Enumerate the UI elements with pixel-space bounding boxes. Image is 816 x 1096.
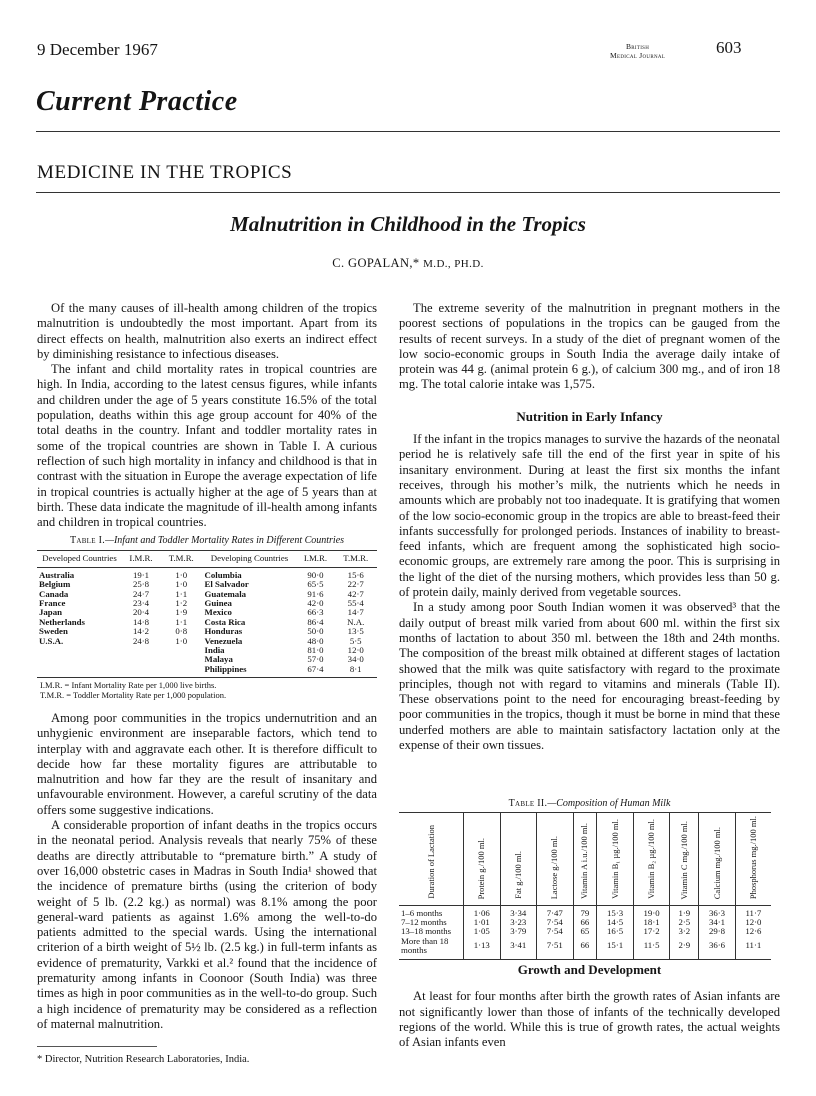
- table1-header: T.M.R.: [160, 551, 203, 568]
- paragraph: A considerable proportion of infant deaths in the tropics occurs in the neonatal period. Analysis reveals that nearly 75% of these deaths are directly attributable to “premature birth.” A study of over 16,000 obstetric cases in Madras in South India¹ showed that the incidence of premature births (using the criterion of body weight of 5 lb. (2.2 kg.) as normal) was 8.1% among the poor general-ward patients as against 1.6% among the well-to-do patients admitted to the special wards. Using the international criterion of a birth weight of 5½ lb. (2.5 kg.) in full-term infants as evidence of prematurity, Varkki et al.² found that the incidence of prematurity among infants in Coonoor (South India) was three times as high in poor communities as in the well-to-do group. Such a high incidence of prematurity may be considered as a reflection of maternal malnutrition.: [37, 818, 377, 1031]
- table2-header: Calcium mg./100 ml.: [699, 813, 736, 906]
- table-row: India 81·0 12·0: [204, 645, 364, 656]
- footnote: * Director, Nutrition Research Laboratories, India.: [37, 1054, 250, 1065]
- section-rule: [36, 131, 780, 132]
- table-row: Philippines 67·4 8·1: [37, 665, 377, 678]
- subheading: Nutrition in Early Infancy: [516, 408, 663, 424]
- journal-name: British Medical Journal: [610, 42, 666, 60]
- series-title: MEDICINE IN THE TROPICS: [37, 162, 293, 183]
- paragraph: Among poor communities in the tropics undernutrition and an unhygienic environment are inseparable factors, which tend to interplay with and aggravate each other. It is therefore difficult to decide how far these mortality figures are attributable to malnutrition and how far they are the result of insanitary and unfavourable environment. However, a careful scrutiny of the data offers some suggestive indications.: [37, 711, 377, 817]
- table2-header: Phosphorus mg./100 ml.: [735, 813, 771, 906]
- paragraph: At least for four months after birth the growth rates of Asian infants are not significantly lower than those of infants of the technically developed regions of the world. While this is true of growth rates, the actual weights of Asian infants even: [399, 989, 780, 1050]
- table-row: 7–12 months 1·01 3·23 7·54 66 14·5 18·1 2·5 34·1 12·0: [399, 918, 771, 927]
- author-degrees: M.D., PH.D.: [423, 258, 484, 270]
- table-row: Netherlands 14·8 1·1 Costa Rica 86·4 N.A.: [39, 616, 365, 627]
- table2-header: Vitamin C mg./100 ml.: [670, 813, 699, 906]
- table1-header: I.M.R.: [296, 551, 334, 568]
- table2-caption: Table II.—Composition of Human Milk: [508, 798, 671, 809]
- table2-header: Vitamin A i.u./100 ml.: [573, 813, 597, 906]
- table1-header: Developing Countries: [203, 551, 297, 568]
- table-row: Belgium 25·8 1·0 El Salvador 65·5 22·7: [39, 579, 364, 590]
- table2-header: Fat g./100 ml.: [500, 813, 537, 906]
- author-name: C. GOPALAN,*: [332, 256, 420, 270]
- table-row: Japan 20·4 1·9 Mexico 66·3 14·7: [39, 607, 364, 618]
- table2-header: Duration of Lactation: [399, 813, 464, 906]
- series-rule: [36, 192, 780, 193]
- footnote-rule: [37, 1046, 157, 1047]
- table2-header: Lactose g./100 ml.: [537, 813, 574, 906]
- subheading: Growth and Development: [517, 962, 662, 977]
- table-row: 13–18 months 1·05 3·79 7·54 65 16·5 17·2 3·2 29·8 12·6: [399, 927, 771, 936]
- col1-block1: [37, 301, 377, 530]
- table1-caption: Table I.—Infant and Toddler Mortality Rates in Different Countries: [69, 535, 345, 546]
- table-row: Canada 24·7 1·1 Guatemala 91·6 42·7: [39, 588, 364, 599]
- table1-header: Developed Countries: [37, 551, 122, 568]
- paragraph: The infant and child mortality rates in tropical countries are high. In India, according to the latest census figures, while infants and children under the age of 5 years constitute 16.5% of the total population, deaths within this age group account for 40% of the total deaths in the country. Infant and toddler mortality rates in some of the tropical countries are shown in Table I. A curious reflection of such high mortality in infancy and childhood is that in contrast with the situation in Europe the average expectation of life in tropical countries is actually higher at the age of 5 years than at birth. These data indicate the magnitude of ill-health among infants and children in tropical countries.: [37, 362, 377, 530]
- article-title: Malnutrition in Childhood in the Tropics: [230, 212, 586, 236]
- table-row: 1–6 months 1·06 3·34 7·47 79 15·3 19·0 1·9 36·3 11·7: [399, 905, 771, 918]
- table-row: More than 18 months 1·13 3·41 7·51 66 15·1 11·5 2·9 36·6 11·1: [399, 937, 771, 959]
- table-row: Malaya 57·0 34·0: [204, 654, 364, 665]
- col2-block2: [399, 962, 780, 1050]
- table2-header: Vitamin B₂ µg./100 ml.: [633, 813, 670, 906]
- col2-block1: [399, 301, 780, 753]
- table-row: Australia 19·1 1·0 Columbia 90·0 15·6: [39, 569, 364, 580]
- paragraph: If the infant in the tropics manages to survive the hazards of the neonatal period he is relatively safe till the end of the first year in spite of his insanitary environment. During at least the first six months the infant receives, through his mother’s milk, the nutrients which he needs in amounts which are probably not too inadequate. It is gratifying that women of the low socio-economic group in the tropics are able to breast-feed their infants successfully for prolonged periods. Instances of inability to breast-feed infants, which are frequent among the sophisticated high socio-economic groups, are extremely rare among the poor. This is surprising in the light of the diet of the nursing mothers, which provides less than 50 g. of protein daily, mainly derived from vegetable sources.: [399, 432, 780, 600]
- table-row: Sweden 14·2 0·8 Honduras 50·0 13·5: [39, 626, 364, 637]
- table2-header: Vitamin B₁ µg./100 ml.: [597, 813, 634, 906]
- table1-header: I.M.R.: [122, 551, 160, 568]
- issue-date: 9 December 1967: [37, 40, 158, 59]
- table1-grid: [37, 550, 377, 678]
- table2-grid: [399, 812, 771, 960]
- paragraph: Of the many causes of ill-health among children of the tropics malnutrition is undoubtedly the most important. Apart from its direct effects on health, malnutrition also exerts an indirect effect by diminishing resistance to infectious diseases.: [37, 301, 377, 361]
- table-row: U.S.A. 24·8 1·0 Venezuela 48·0 5·5: [39, 635, 362, 646]
- table2: [399, 798, 780, 960]
- paragraph: The extreme severity of the malnutrition in pregnant mothers in the poorest sections of populations in the tropics can be gauged from the results of recent surveys. In a study of the diet of pregnant women of the low socio-economic groups in South India the average daily intake of protein was 44 g. (animal protein 6 g.), of calcium 300 mg., and of iron 18 mg. The total calorie intake was 1,575.: [399, 301, 780, 392]
- table-row: France 23·4 1·2 Guinea 42·0 55·4: [39, 598, 364, 609]
- paragraph: In a study among poor South Indian women it was observed³ that the daily output of breast milk varied from about 600 ml. within the first six months of lactation to about 350 ml. between the 18th and 24th months. The composition of the breast milk obtained at different stages of lactation showed that the milk was quite satisfactory with regard to the proximate principles, though not with regard to vitamins and minerals (Table II). These observations point to the need for encouraging breast-feeding by poor communities in the tropics, though it must be borne in mind that these underfed mothers are able to maintain satisfactory lactation only at the expense of their own tissues.: [399, 600, 780, 753]
- table1: [37, 535, 377, 700]
- col1-block2: [37, 711, 377, 1032]
- table1-header: T.M.R.: [334, 551, 377, 568]
- table2-header: Protein g./100 ml.: [464, 813, 501, 906]
- author-line: [0, 256, 816, 271]
- section-title: Current Practice: [36, 86, 238, 117]
- page-number: 603: [716, 38, 742, 57]
- table1-footnote: I.M.R. = Infant Mortality Rate per 1,000 live births. T.M.R. = Toddler Mortality Rate per 1,000 population.: [40, 680, 227, 700]
